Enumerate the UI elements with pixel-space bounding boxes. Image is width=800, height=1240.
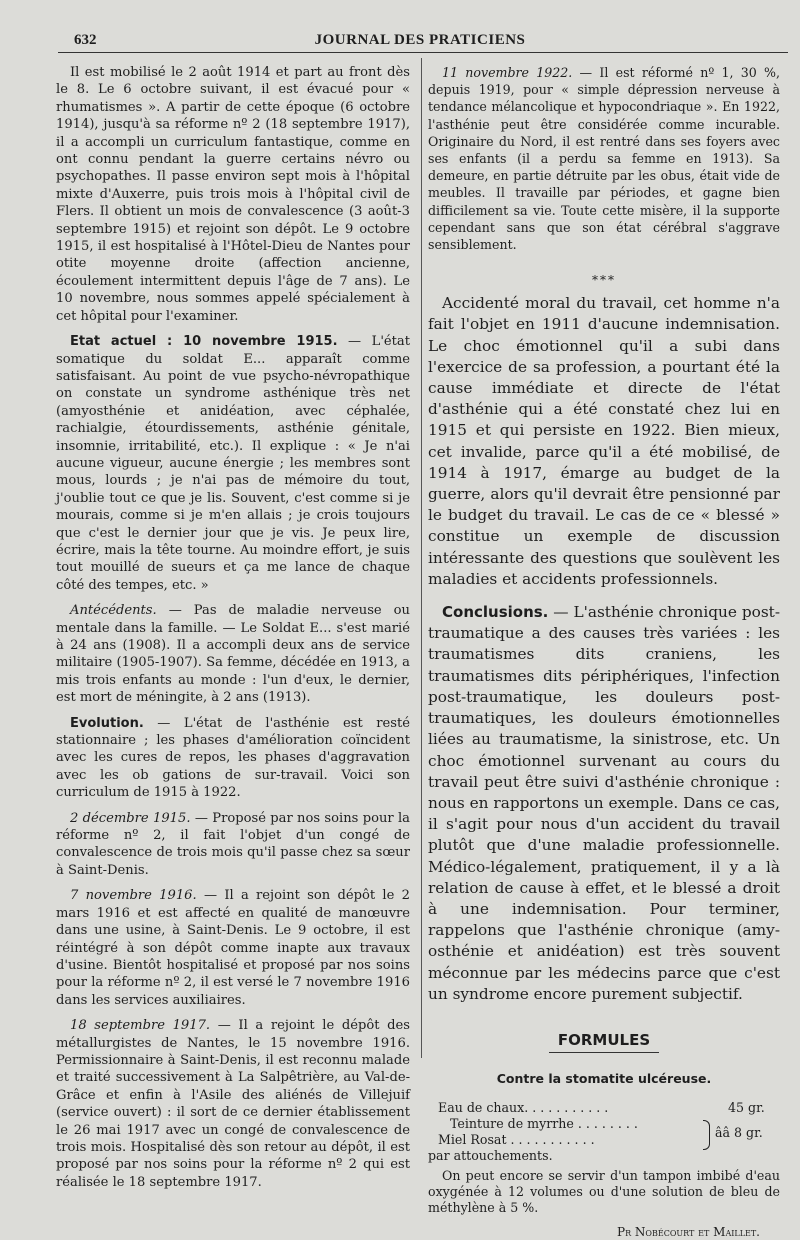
paragraph-etat-actuel [56, 333, 410, 594]
evolution-text: — L'état de l'asthénie est resté stationnaire ; les phases d'amélioration coïncident avec les cures de repos, les phases d'aggravation avec les ob gations de sur-travail. Voici son curriculum de 1915 à 1922. [56, 715, 410, 801]
recipe-ingredient-1: Eau de chaux. . . . . . . . . . . [438, 1099, 609, 1115]
date-1916: 7 novembre 1916. [70, 888, 197, 904]
etat-actuel-text: — L'état somatique du soldat E... apparaît comme satisfaisant. Au point de vue psycho-névropathique on constate un syndrome asthénique très net (amyosthénie et anidéation, avec céphalée, rachialgie, étourdissements, asthénie génitale, insomnie, irritabilité, etc.). Il explique : « Je n'ai aucune vigueur, aucune énergie ; les membres sont mous, lourds ; je n'ai pas de mémoire du tout, j'oublie tout ce que je lis. Souvent, c'est comme si je mourais, comme si je m'en allais ; je crois toujours que c'est le dernier jour que je vis. Je peux lire, écrire, mais la tête tourne. Au moindre effort, je suis tout mouillé de sueurs et ça me lance de chaque côté des tempes, etc. » [56, 334, 410, 593]
antecedents-label: Antécédents. [70, 603, 157, 619]
paragraph-conclusions [428, 602, 780, 1005]
column-divider [421, 58, 422, 1058]
recipe-brace [703, 1120, 710, 1150]
recipe-usage: par attouchements. [428, 1147, 553, 1163]
case-1922-block [428, 64, 780, 253]
paragraph-evolution [56, 715, 410, 802]
formules-note-block [428, 1168, 780, 1240]
evolution-label: Evolution. [70, 715, 144, 731]
paragraph-1922 [428, 64, 780, 253]
recipe-block [428, 1100, 780, 1166]
page-number: 632 [74, 32, 97, 48]
antecedents-text: — Pas de maladie nerveuse ou mentale dans la famille. — Le Soldat E... s'est marié à 24 ans (1908). Il a accompli deux ans de service militaire (1905-1907). Sa femme, décédée en 1913, a mis trois enfants au monde : l'un d'eux, le dernier, est mort de méningite, à 2 ans (1913). [56, 603, 410, 706]
date-1917: 18 septembre 1917. [70, 1018, 211, 1034]
recipe-ingredient-2: Teinture de myrrhe . . . . . . . . [450, 1115, 638, 1131]
conclusions-text: — L'asthénie chronique post-traumatique a des causes très variées : les traumatismes dits craniens, les traumatismes dits périphériques, l'infection post-traumatique, les douleurs post-traumatiques, les douleurs émotionnelles liées au traumatisme, la sinistrose, etc. Un choc émotionnel survenant au cours du travail peut être suivi d'asthénie chronique : nous en rapportons un exemple. Dans ce cas, il s'agit pour nous d'un accident du travail plutôt que d'une maladie professionnelle. Médico-légalement, pratiquement, il y a là relation de cause à effet, et le blessé a droit à une indemnisation. Pour terminer, rappelons que l'asthénie chronique (amy-osthénie et anidéation) est très souvent méconnue par les médecins parce que c'est un syndrome encore purement subjectif. [428, 603, 780, 1003]
formules-subheading: Contre la stomatite ulcéreuse. [496, 1070, 712, 1086]
paragraph-1917 [56, 1017, 410, 1191]
recipe-ingredient-3: Miel Rosat . . . . . . . . . . . [438, 1131, 595, 1147]
paragraph-accidente-moral: Accidenté moral du travail, cet homme n'a fait l'objet en 1911 d'aucune indemnisation. Le choc émotionnel qu'il a subi dans l'exercice de sa profession, a pourtant été la cause immédiate et directe de l'état d'asthénie qui a été constaté chez lui en 1915 et qui persiste en 1922. Bien mieux, cet invalide, parce qu'il a été mobilisé, de 1914 à 1917, émarge au budget de la guerre, alors qu'il devrait être pensionné par le budget du travail. Le cas de ce « blessé » constitue un exemple de discussion intéressante des questions que soulèvent les maladies et accidents professionnels. [428, 294, 780, 588]
paragraph-alternative: On peut encore se servir d'un tampon imbibé d'eau oxygénée à 12 volumes ou d'une solution de bleu de méthylène à 5 %. [428, 1167, 780, 1215]
section-asterism: *** [592, 273, 616, 288]
text-1922: — Il est réformé nº 1, 30 %, depuis 1919, pour « simple dépression nerveuse à tendance mélancolique et hypocondriaque ». En 1922, l'asthénie peut être considérée comme incurable. Originaire du Nord, il est rentré dans ses foyers avec ses enfants (il a perdu sa femme en 1913). Sa demeure, en partie détruite par les obus, était vide de meubles. Il travaille par périodes, et gagne bien difficilement sa vie. Toute cette misère, il la supporte cependant sans que son état cérébral s'aggrave sensiblement. [428, 65, 780, 253]
text-1916: — Il a rejoint son dépôt le 2 mars 1916 et est affecté en qualité de manœuvre dans une usine, à Saint-Denis. Le 9 octobre, il est réintégré à son dépôt comme inapte aux travaux d'usine. Bientôt hospitalisé et proposé par nos soins pour la réforme nº 2, il est versé le 7 novembre 1916 dans les services auxiliaires. [56, 888, 410, 1008]
conclusions-label: Conclusions. [442, 603, 549, 622]
journal-title: JOURNAL DES PRATICIENS [314, 32, 526, 48]
recipe-dose-2-3: ââ 8 gr. [715, 1124, 763, 1140]
date-1922: 11 novembre 1922. [442, 65, 573, 80]
etat-actuel-label: Etat actuel : 10 novembre 1915. [70, 334, 338, 350]
recipe-dose-1: 45 gr. [728, 1099, 765, 1115]
paragraph-1916 [56, 887, 410, 1009]
paragraph-antecedents [56, 602, 410, 706]
text-1915: — Proposé par nos soins pour la réforme nº 2, il fait l'objet d'un congé de convalescence de trois mois qu'il passe chez sa sœur à Saint-Denis. [56, 810, 410, 878]
discussion-block [428, 293, 780, 1005]
authors-signature: Pr Nobécourt et Maillet. [617, 1224, 760, 1239]
date-1915: 2 décembre 1915. [70, 810, 191, 826]
paragraph-1915 [56, 810, 410, 880]
paragraph-mobilisation: Il est mobilisé le 2 août 1914 et part au front dès le 8. Le 6 octobre suivant, il est évacué pour « rhumatismes ». A partir de cette époque (6 octobre 1914), jusqu'à sa réforme nº 2 (18 septembre 1917), il a accompli un curriculum fantastique, comme en ont connu pendant la guerre certains névro ou psychopathes. Il passe environ sept mois à l'hôpital mixte d'Auxerre, puis trois mois à l'hôpital civil de Flers. Il obtient un mois de convalescence (3 août-3 septembre 1915) et rejoint son dépôt. Le 9 octobre 1915, il est hospitalisé à l'Hôtel-Dieu de Nantes pour otite moyenne droite (affection ancienne, écoulement intermittent depuis l'âge de 7 ans). Le 10 novembre, nous sommes appelé spécialement à cet hôpital pour l'examiner. [56, 65, 410, 324]
text-1917: — Il a rejoint le dépôt des métallurgistes de Nantes, le 15 novembre 1916. Permissionnaire à Saint-Denis, il est reconnu malade et traité successivement à La Salpêtrière, au Val-de-Grâce et enfin à l'Asile des aliénés de Villejuif (service ouvert) : il sort de ce dernier établissement le 26 mai 1917 avec un congé de convalescence de trois mois. Hospitalisé dès son retour au dépôt, il est proposé par nos soins pour la réforme nº 2 qui est réalisée le 18 septembre 1917. [56, 1018, 410, 1190]
header-rule [58, 52, 788, 53]
formules-heading: FORMULES [549, 1031, 659, 1053]
page-header [60, 30, 780, 52]
right-column [428, 64, 780, 1240]
left-column [56, 64, 410, 1191]
